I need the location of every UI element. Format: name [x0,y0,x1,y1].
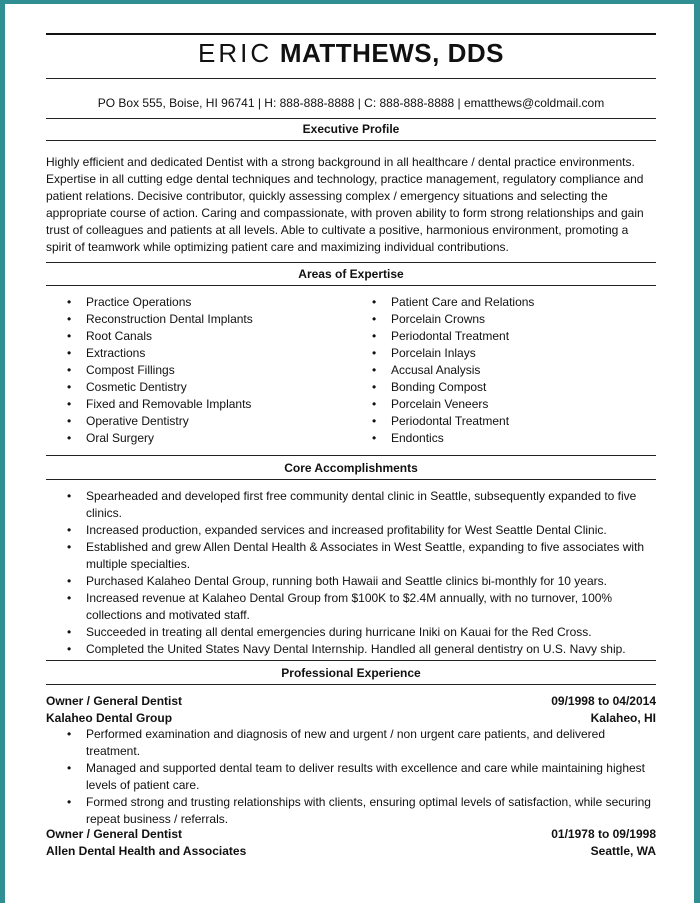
experience-rule-top [46,660,656,661]
list-item: • Practice Operations [67,295,192,309]
profile-rule-top [46,118,656,119]
list-item: • Reconstruction Dental Implants [67,312,253,326]
list-item: • Cosmetic Dentistry [67,380,187,394]
list-item: • Operative Dentistry [67,414,189,428]
top-rule [46,33,656,35]
list-item: • Managed and supported dental team to deliver results with excellence and care while maintaining highest levels of patient care. [67,761,646,792]
list-item: • Fixed and Removable Implants [67,397,252,411]
first-name: ERIC [198,38,273,68]
job-company-row [46,843,656,860]
list-item: • Accusal Analysis [372,363,481,377]
job-location: Seattle, WA [590,844,656,858]
list-item: • Porcelain Veneers [372,397,489,411]
expertise-rule-bottom [46,285,656,286]
list-item: • Porcelain Inlays [372,346,476,360]
list-item: • Bonding Compost [372,380,487,394]
job-title-row [46,826,656,843]
accomplishments-rule-top [46,455,656,456]
list-item: • Patient Care and Relations [372,295,535,309]
list-item: • Performed examination and diagnosis of new and urgent / non urgent care patients, and delivered treatment. [67,727,605,758]
list-item: • Completed the United States Navy Dental Internship. Handled all general dentistry on U.S. Navy ship. [67,642,626,656]
list-item: • Compost Fillings [67,363,175,377]
list-item: • Oral Surgery [67,431,155,445]
list-item: • Endontics [372,431,444,445]
list-item: • Increased revenue at Kalaheo Dental Group from $100K to $2.4M annually, with no turnover, 100% collections and motivated staff. [67,591,613,622]
candidate-name [46,38,656,68]
section-title-accomplishments: Core Accomplishments [284,461,418,475]
list-item: • Succeeded in treating all dental emergencies during hurricane Iniki on Kauai for the Red Cross. [67,625,592,639]
resume-page [5,4,694,903]
list-item: • Porcelain Crowns [372,312,486,326]
job-company: Allen Dental Health and Associates [46,844,247,858]
expertise-list-left [46,294,346,447]
job-role: Owner / General Dentist [46,827,183,841]
profile-text: Highly efficient and dedicated Dentist with a strong background in all healthcare / dental practice environments. Expertise in all cutting edge dental techniques and technology, practice management, regulatory compliance and patient relations. Decisive contributor, quickly assessing complex / emergency situations and selecting the appropriate course of action. Caring and compassionate, with proven ability to form strong relationships and gain trust of colleagues and patients at all levels. Able to cultivate a positive, harmonious environment, promoting a spirit of teamwork while optimizing patient care and maximizing individual contributions. [46,155,644,254]
section-title-experience: Professional Experience [281,666,421,680]
job-company: Kalaheo Dental Group [46,711,173,725]
job-company-row [46,710,656,727]
section-title-expertise: Areas of Expertise [298,267,404,281]
job-dates: 09/1998 to 04/2014 [551,694,656,708]
job-role: Owner / General Dentist [46,694,183,708]
list-item: • Formed strong and trusting relationships with clients, ensuring optimal levels of satisfaction, while securing repeat business / referrals. [67,795,651,826]
list-item: • Root Canals [67,329,153,343]
list-item: • Spearheaded and developed first free community dental clinic in Seattle, subsequently expanded to five clinics. [67,489,637,520]
list-item: • Periodontal Treatment [372,414,510,428]
accomplishments-rule-bottom [46,479,656,480]
list-item: • Purchased Kalaheo Dental Group, running both Hawaii and Seattle clinics bi-monthly for 10 years. [67,574,607,588]
expertise-list-right [351,294,656,447]
accomplishments-list [46,488,656,658]
list-item: • Periodontal Treatment [372,329,510,343]
name-rule [46,78,656,79]
section-title-profile: Executive Profile [302,122,400,136]
job-title-row [46,693,656,710]
job-duties-list [46,726,656,828]
last-name: MATTHEWS, DDS [279,38,504,68]
job-dates: 01/1978 to 09/1998 [551,827,656,841]
job-location: Kalaheo, HI [590,711,656,725]
experience-rule-bottom [46,684,656,685]
list-item: • Increased production, expanded services and increased profitability for West Seattle Dental Clinic. [67,523,607,537]
contact-line: PO Box 555, Boise, HI 96741 | H: 888-888-8888 | C: 888-888-8888 | ematthews@coldmail.com [97,96,605,110]
list-item: • Extractions [67,346,146,360]
expertise-rule-top [46,262,656,263]
profile-rule-bottom [46,140,656,141]
list-item: • Established and grew Allen Dental Health & Associates in West Seattle, expanding to five associates with multiple specialties. [67,540,645,571]
